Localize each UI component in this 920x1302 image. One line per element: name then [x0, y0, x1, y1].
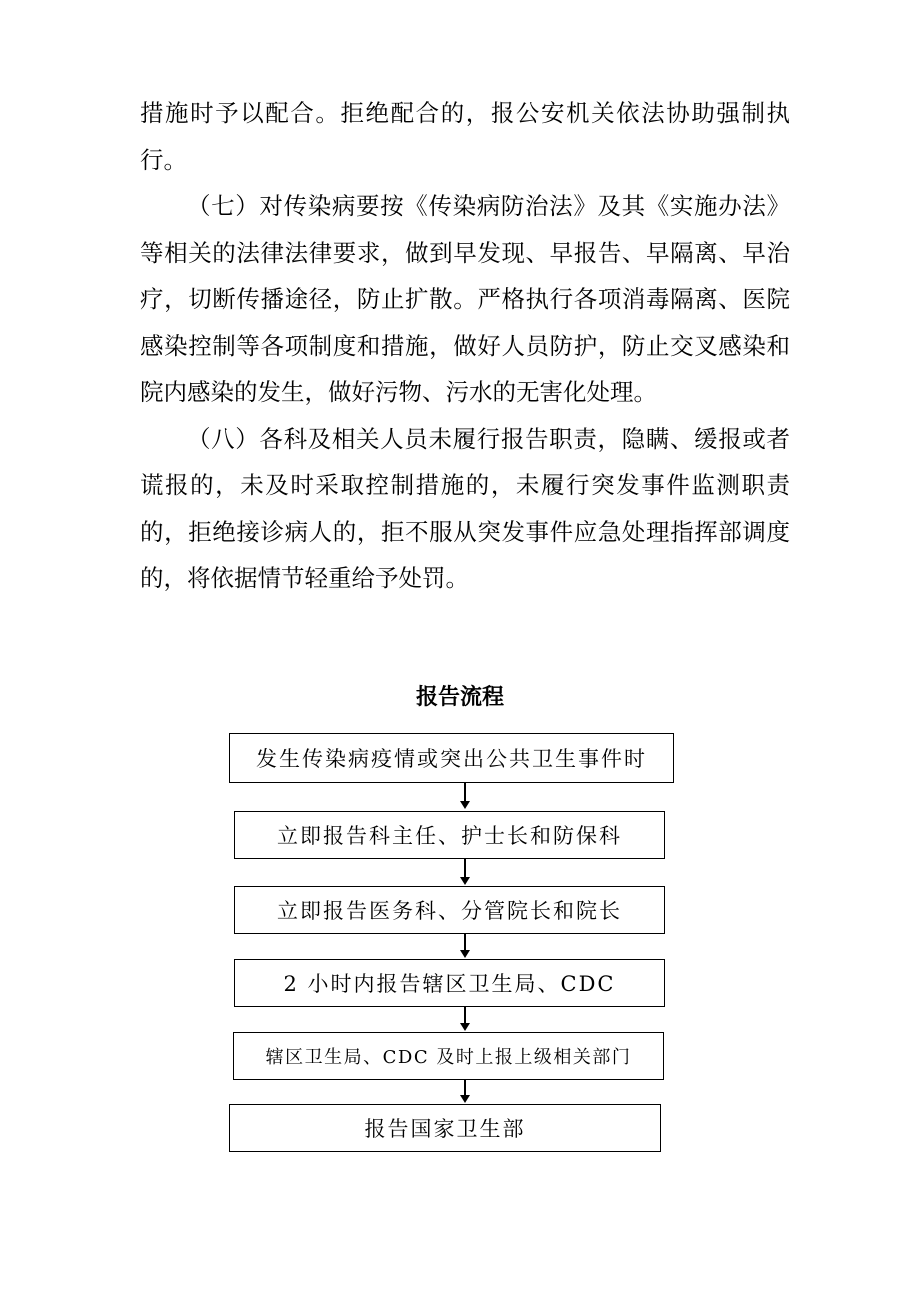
flow-step-3: 立即报告医务科、分管院长和院长 — [234, 886, 665, 934]
paragraph-item-7: （七）对传染病要按《传染病防治法》及其《实施办法》等相关的法律法律要求，做到早发现、早报告、早隔离、早治疗，切断传播途径，防止扩散。严格执行各项消毒隔离、医院感染控制等各项制度和措施，做好人员防护，防止交叉感染和院内感染的发生，做好污物、污水的无害化处理。 — [140, 192, 790, 406]
flow-arrow-5 — [459, 1080, 471, 1104]
flowchart-title: 报告流程 — [415, 685, 504, 710]
flow-step-2: 立即报告科主任、护士长和防保科 — [234, 811, 665, 859]
flow-arrow-3 — [459, 934, 471, 959]
flow-step-5: 辖区卫生局、CDC 及时上报上级相关部门 — [233, 1032, 664, 1080]
flow-arrow-2 — [459, 859, 471, 886]
flow-step-6: 报告国家卫生部 — [229, 1104, 661, 1152]
flow-step-1: 发生传染病疫情或突出公共卫生事件时 — [229, 733, 674, 783]
flow-step-4: 2 小时内报告辖区卫生局、CDC — [234, 959, 665, 1007]
flow-arrow-1 — [459, 783, 471, 811]
paragraph-item-8: （八）各科及相关人员未履行报告职责，隐瞒、缓报或者谎报的，未及时采取控制措施的，未履行突发事件监测职责的，拒绝接诊病人的，拒不服从突发事件应急处理指挥部调度的，将依据情节轻重给予处罚。 — [140, 424, 790, 592]
paragraph-continuation: 措施时予以配合。拒绝配合的，报公安机关依法协助强制执行。 — [140, 99, 790, 174]
flow-arrow-4 — [459, 1007, 471, 1032]
body-text — [140, 90, 790, 602]
